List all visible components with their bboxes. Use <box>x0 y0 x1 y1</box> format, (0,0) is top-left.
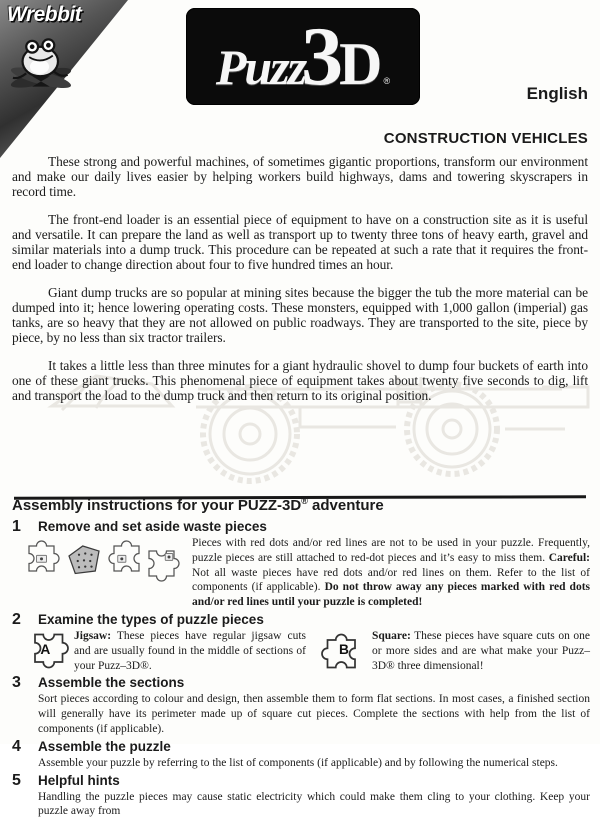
step-1-warning: Do not throw away any pieces marked with red dots and/or red lines until your puzzle is completed! <box>192 581 590 609</box>
square-type <box>322 629 590 673</box>
step-4-number: 4 <box>12 737 21 755</box>
step-1 <box>12 519 590 610</box>
step-2 <box>12 612 590 673</box>
step-4-title: Assemble the puzzle <box>38 738 171 754</box>
step-1-body <box>192 536 590 610</box>
square-b-icon <box>322 629 366 673</box>
step-1-title: Remove and set aside waste pieces <box>38 519 267 534</box>
waste-pieces-illustration <box>24 538 184 610</box>
step-1-number: 1 <box>12 518 21 535</box>
puzz3d-logo-script: Puzz <box>215 39 306 95</box>
square-label: Square: <box>372 629 411 642</box>
waste-piece-icon <box>64 538 104 584</box>
step-3 <box>12 675 590 736</box>
step-3-body: Sort pieces according to colour and design, then assemble them to form flat sections. In most cases, a finished section will generally have its perimeter made up of square cut pieces. Complete the sections with help from the list of components (if applicable). <box>38 693 590 735</box>
step-5-number: 5 <box>12 771 21 789</box>
wrebbit-brand-text: Wrebbit <box>7 3 82 26</box>
puzzle-piece-red-dot-icon <box>104 538 144 584</box>
square-text: These pieces have square cuts on one or more sides and are what make your Puzz–3D® three dimensional! <box>372 629 590 672</box>
svg-text:A: A <box>40 641 51 657</box>
puzz3d-logo <box>186 8 420 105</box>
jigsaw-description <box>74 629 306 673</box>
jigsaw-type <box>38 629 306 673</box>
step-5 <box>12 773 590 820</box>
jigsaw-label: Jigsaw: <box>74 629 112 642</box>
paragraph-3: Giant dump trucks are so popular at mining sites because the bigger the tub the more material can be dumped into it; hence lowering operating costs. These monsters, equipped with 1,000 gallon (imperial) gas tanks, are so heavy that they are not allowed on public roadways. They are transported to the site, piece by piece, by no less than six tractor trailers. <box>12 285 588 345</box>
puzz3d-logo-d: D <box>339 31 383 97</box>
step-4 <box>12 739 590 771</box>
step-3-number: 3 <box>12 674 21 692</box>
step-4-body: Assemble your puzzle by referring to the list of components (if applicable) and by following the numerical steps. <box>38 756 558 769</box>
svg-text:B: B <box>339 641 349 657</box>
assembly-heading-tail: adventure <box>307 497 384 514</box>
step-2-number: 2 <box>12 610 21 628</box>
puzz3d-logo-three: 3 <box>301 10 344 103</box>
document-title: CONSTRUCTION VEHICLES <box>383 130 588 147</box>
puzzle-piece-red-dot-icon <box>144 538 184 584</box>
assembly-section <box>12 496 590 821</box>
step-2-title: Examine the types of puzzle pieces <box>38 611 264 627</box>
square-description <box>372 629 590 673</box>
step-1-careful: Careful: <box>548 551 590 564</box>
paragraph-4: It takes a little less than three minutes for a giant hydraulic shovel to dump four buckets of earth into one of these giant trucks. This phenomenal piece of equipment takes about twenty five seconds to dig, lift and transport the load to the dump truck and then return to its original position. <box>12 358 588 403</box>
step-1-text: Pieces with red dots and/or red lines are not to be used in your puzzle. Frequently, puzzle pieces are still attached to red-dot pieces and it’s easy to miss them. <box>192 537 590 564</box>
wrebbit-frog-icon <box>4 32 78 94</box>
puzzle-piece-red-dot-icon <box>24 538 64 584</box>
step-5-body: Handling the puzzle pieces may cause static electricity which could make them cling to your clothing. Keep your puzzle away from <box>38 790 590 818</box>
step-1-text: Not all waste pieces have red dots and/or red lines on them. Refer to the list of components (if applicable). <box>192 566 590 594</box>
jigsaw-text: These pieces have regular jigsaw cuts and are usually found in the middle of sections of your Puzz–3D®. <box>74 629 306 672</box>
registered-mark: ® <box>383 76 391 86</box>
paragraph-1: These strong and powerful machines, of sometimes gigantic proportions, transform our environment and make our daily lives easier by helping workers build highways, dams and towering skyscrapers in record time. <box>12 154 588 199</box>
assembly-heading <box>12 496 590 514</box>
step-3-title: Assemble the sections <box>38 675 185 691</box>
intro-section <box>12 154 588 416</box>
language-label: English <box>526 84 588 103</box>
paragraph-2: The front-end loader is an essential piece of equipment to have on a construction site as it is useful and versatile. It can prepare the land as well as transport up to twenty three tons of heavy earth, gravel and similar materials into a dump truck. This procedure can be repeated at such a rate that it requires the front-end loader to change direction about four to five hundred times an hour. <box>12 212 588 272</box>
assembly-heading-text: Assembly instructions for your PUZZ-3D <box>12 497 302 514</box>
jigsaw-a-icon <box>24 629 68 673</box>
step-5-title: Helpful hints <box>38 772 120 788</box>
registered-mark: ® <box>301 496 308 506</box>
